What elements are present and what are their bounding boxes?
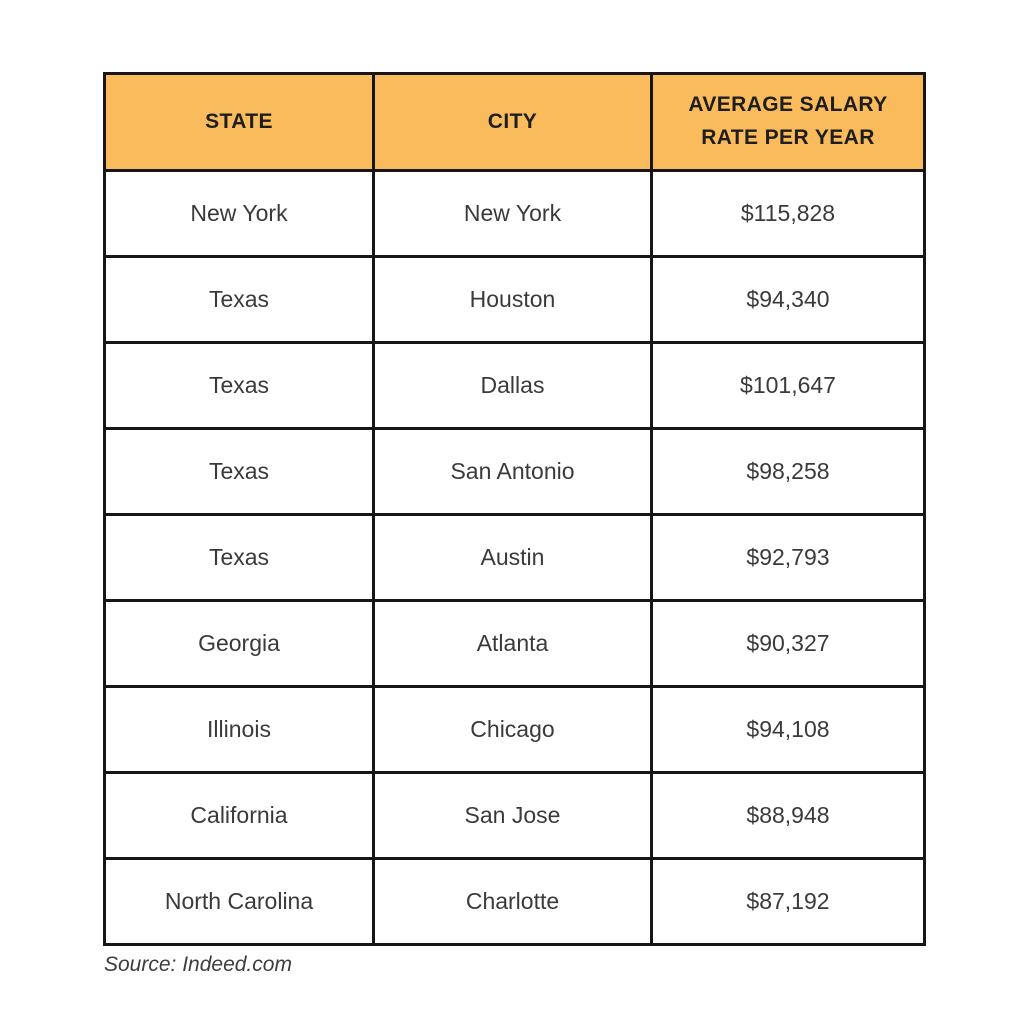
salary-cell: $98,258 — [652, 429, 925, 515]
header-average-salary: AVERAGE SALARY RATE PER YEAR — [652, 74, 925, 171]
state-cell: Texas — [105, 515, 374, 601]
header-state: STATE — [105, 74, 374, 171]
city-cell: Atlanta — [374, 601, 652, 687]
salary-cell: $94,340 — [652, 257, 925, 343]
salary-cell: $115,828 — [652, 171, 925, 257]
table-row — [105, 257, 925, 343]
table-row — [105, 171, 925, 257]
salary-table — [103, 72, 926, 946]
table-row — [105, 773, 925, 859]
table-row — [105, 515, 925, 601]
state-cell: California — [105, 773, 374, 859]
salary-cell: $101,647 — [652, 343, 925, 429]
header-city: CITY — [374, 74, 652, 171]
state-cell: Texas — [105, 257, 374, 343]
city-cell: San Jose — [374, 773, 652, 859]
table-header-row — [105, 74, 925, 171]
table-row — [105, 687, 925, 773]
city-cell: New York — [374, 171, 652, 257]
salary-cell: $90,327 — [652, 601, 925, 687]
state-cell: North Carolina — [105, 859, 374, 945]
city-cell: San Antonio — [374, 429, 652, 515]
salary-cell: $87,192 — [652, 859, 925, 945]
state-cell: New York — [105, 171, 374, 257]
city-cell: Chicago — [374, 687, 652, 773]
state-cell: Georgia — [105, 601, 374, 687]
salary-cell: $94,108 — [652, 687, 925, 773]
city-cell: Charlotte — [374, 859, 652, 945]
table-row — [105, 343, 925, 429]
city-cell: Houston — [374, 257, 652, 343]
table-row — [105, 601, 925, 687]
source-note: Source: Indeed.com — [104, 953, 292, 976]
salary-table-container — [103, 72, 926, 946]
city-cell: Austin — [374, 515, 652, 601]
salary-cell: $92,793 — [652, 515, 925, 601]
state-cell: Texas — [105, 343, 374, 429]
salary-cell: $88,948 — [652, 773, 925, 859]
table-row — [105, 859, 925, 945]
state-cell: Texas — [105, 429, 374, 515]
table-row — [105, 429, 925, 515]
city-cell: Dallas — [374, 343, 652, 429]
state-cell: Illinois — [105, 687, 374, 773]
table-body — [105, 171, 925, 945]
